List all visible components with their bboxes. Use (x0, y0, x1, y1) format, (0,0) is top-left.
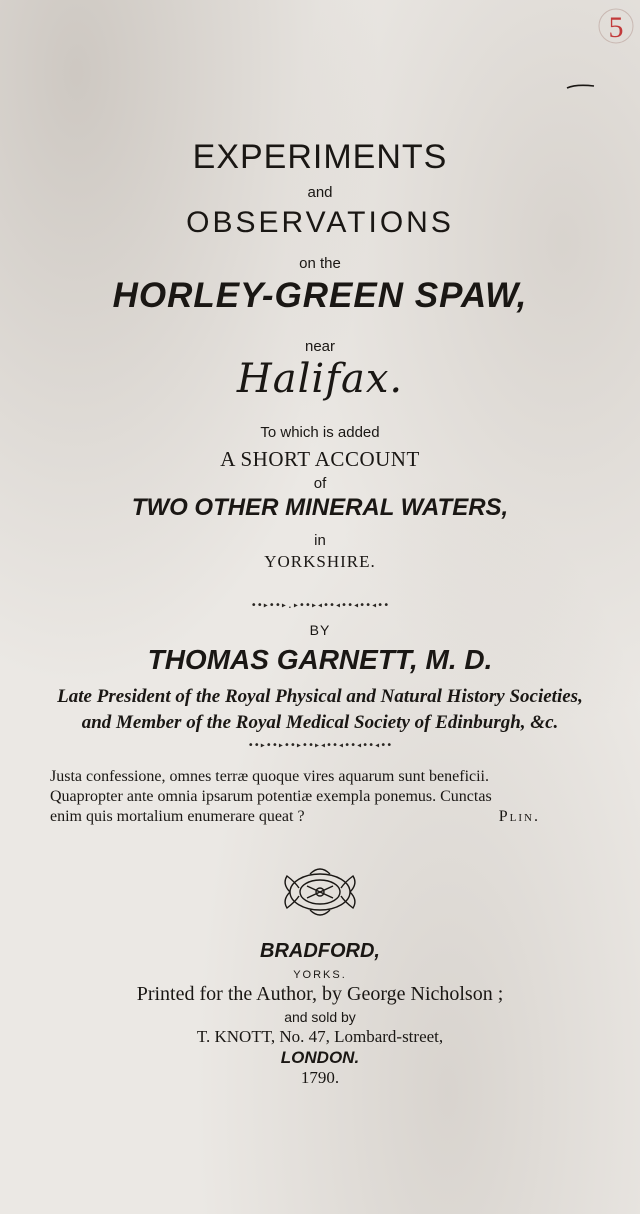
author-by: BY (309, 622, 331, 638)
motto-line-2: Quapropter ante omnia ipsarum potentiæ exempla ponemus. Cunctas (50, 788, 492, 805)
imprint-city: LONDON. (280, 1048, 360, 1067)
imprint-sold-by: and sold by (284, 1009, 356, 1025)
motto-line-3-row (50, 807, 590, 827)
subtitle-short-account: A SHORT ACCOUNT (220, 447, 420, 471)
ornamental-rule-2: ••▸••▸••▸••▸◂••◂••◂••◂•• (247, 740, 393, 751)
title-near: near (304, 338, 336, 355)
subtitle-two-mineral-waters: TWO OTHER MINERAL WATERS, (131, 494, 509, 521)
imprint-place: BRADFORD, (260, 940, 380, 962)
motto-line-1: Justa confessione, omnes terræ quoque vires aquarum sunt beneficii. (50, 768, 489, 785)
subtitle-of: of (313, 475, 327, 492)
page-number-mark (592, 4, 636, 48)
title-on-the: on the (299, 255, 341, 272)
author-credentials-line-2: and Member of the Royal Medical Society of Edinburgh, &c. (81, 712, 559, 733)
imprint-county: YORKS. (293, 969, 347, 981)
svg-text:5: 5 (608, 11, 624, 44)
imprint-printed-for: Printed for the Author, by George Nicholson ; (136, 983, 504, 1005)
motto-line-3: enim quis mortalium enumerare queat ? (50, 808, 305, 825)
author-credentials-line-1: Late President of the Royal Physical and Natural History Societies, (57, 686, 583, 707)
latin-motto (50, 767, 590, 827)
imprint-year: 1790. (300, 1068, 340, 1087)
title-observations: OBSERVATIONS (186, 206, 454, 239)
motto-attribution: Plin. (498, 808, 540, 825)
title-halifax: Halifax. (236, 356, 404, 402)
title-experiments: EXPERIMENTS (192, 138, 448, 176)
ink-mark (566, 82, 596, 90)
subtitle-yorkshire: YORKSHIRE. (264, 552, 376, 571)
printers-ornament-icon (277, 862, 363, 922)
imprint-bookseller: T. KNOTT, No. 47, Lombard-street, (196, 1027, 444, 1046)
subtitle-in: in (314, 532, 326, 549)
author-name: THOMAS GARNETT, M. D. (147, 644, 493, 675)
title-and: and (307, 184, 333, 201)
subtitle-to-which-is-added: To which is added (260, 424, 380, 441)
ornamental-rule: ••▸••▸.▸••▸◂••◂••◂••◂•• (250, 600, 390, 611)
title-horley-green-spaw: HORLEY-GREEN SPAW, (112, 276, 528, 315)
